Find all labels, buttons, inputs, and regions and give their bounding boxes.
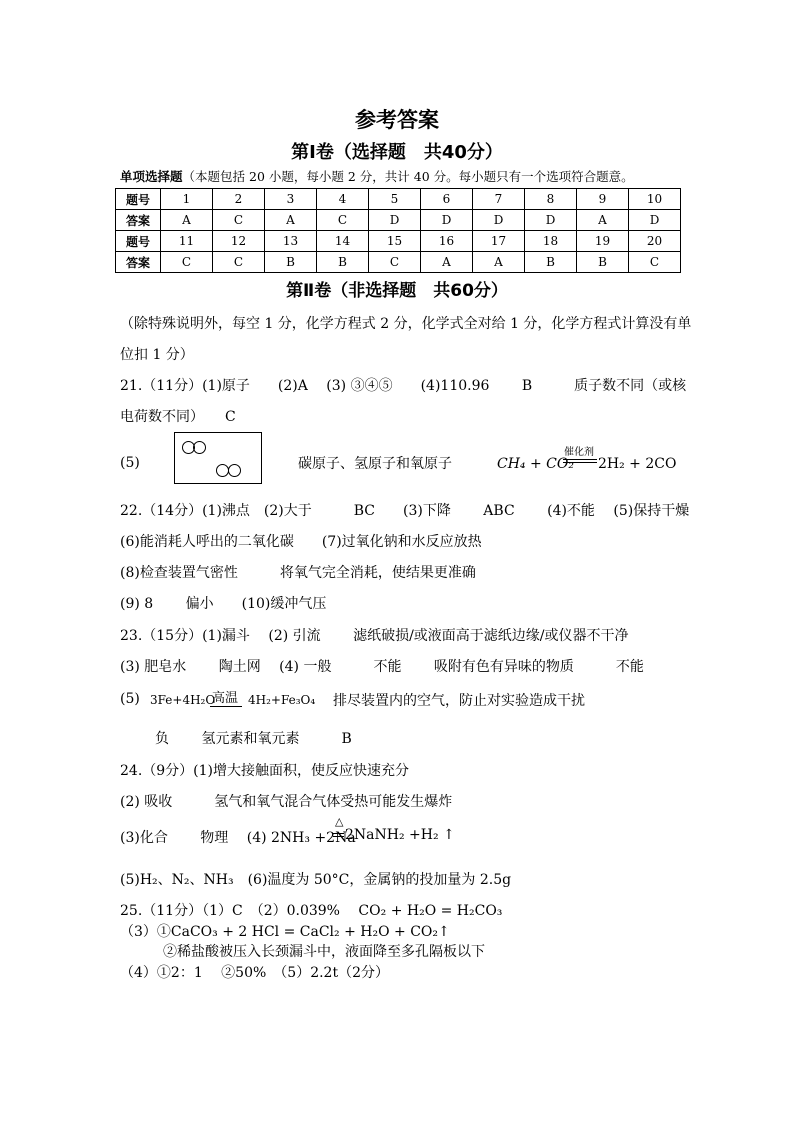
table-cell: A (265, 210, 317, 231)
table-cell: 19 (577, 231, 629, 252)
atoms-answer: 碳原子、氢原子和氧原子 (298, 456, 452, 472)
section-1-heading: 第Ⅰ卷（选择题 共40分） (291, 142, 503, 163)
table-cell: 17 (473, 231, 525, 252)
choice-text: （本题包括 20 小题，每小题 2 分，共计 40 分。每小题只有一个选项符合题意。 (182, 169, 634, 184)
row-label: 答案 (116, 210, 161, 231)
table-cell: 2 (213, 189, 265, 210)
q23-line1: 23.（15分）(1)漏斗 (2) 引流 滤纸破损/或液面高于滤纸边缘/或仪器不干净 (120, 628, 629, 644)
q23-line2: (3) 肥皂水 陶土网 (4) 一般 不能 吸附有色有异味的物质 不能 (120, 659, 644, 675)
table-cell: A (473, 252, 525, 273)
row-label: 题号 (116, 231, 161, 252)
table-cell: 14 (317, 231, 369, 252)
q23-equation-left: 3Fe+4H₂O (150, 693, 216, 707)
table-cell: A (161, 210, 213, 231)
table-cell: A (577, 210, 629, 231)
table-cell: 10 (629, 189, 681, 210)
scoring-note-2: 位扣 1 分） (120, 347, 194, 363)
q24-line3-a: (3)化合 物理 (4) 2NH₃ +2Na (120, 830, 356, 846)
table-cell: 5 (369, 189, 421, 210)
scoring-note-1: （除特殊说明外，每空 1 分，化学方程式 2 分，化学式全对给 1 分，化学方程式计算没有单 (120, 316, 692, 332)
table-cell: 3 (265, 189, 317, 210)
table-cell: D (629, 210, 681, 231)
q23-line4: 负 氢元素和氧元素 B (155, 731, 352, 747)
table-cell: C (161, 252, 213, 273)
equation-bar (210, 706, 242, 707)
table-cell: B (577, 252, 629, 273)
equation-bar (333, 833, 344, 834)
q22-line4: (9) 8 偏小 (10)缓冲气压 (120, 596, 327, 612)
heat-condition: △ (335, 815, 344, 828)
table-cell: 16 (421, 231, 473, 252)
answer-table (115, 188, 681, 273)
equation-right: 2H₂ + 2CO (598, 456, 677, 472)
q24-line3-b: 2NaNH₂ +H₂ ↑ (345, 827, 455, 843)
table-row (116, 252, 681, 273)
molecule-diagram-box (174, 432, 262, 484)
table-row (116, 189, 681, 210)
table-cell: D (525, 210, 577, 231)
page-title: 参考答案 (355, 108, 439, 132)
table-cell: 13 (265, 231, 317, 252)
q21-part5-label: (5) (120, 455, 140, 471)
q21-line2: 电荷数不同） C (120, 409, 236, 425)
table-cell: 11 (161, 231, 213, 252)
row-label: 答案 (116, 252, 161, 273)
table-cell: C (213, 210, 265, 231)
q24-line4: (5)H₂、N₂、NH₃ (6)温度为 50°C，金属钠的投加量为 2.5g (120, 872, 512, 888)
q23-equation-note: 排尽装置内的空气，防止对实验造成干扰 (333, 693, 585, 709)
table-cell: 8 (525, 189, 577, 210)
table-cell: D (369, 210, 421, 231)
table-cell: C (629, 252, 681, 273)
equation-bar (563, 462, 597, 463)
table-cell: 18 (525, 231, 577, 252)
equation-bar (563, 459, 597, 460)
table-cell: 6 (421, 189, 473, 210)
catalyst-condition: 催化剂 (564, 447, 594, 458)
table-cell: 12 (213, 231, 265, 252)
atom-circle (228, 464, 241, 477)
table-cell: C (369, 252, 421, 273)
table-row (116, 231, 681, 252)
table-cell: 20 (629, 231, 681, 252)
q21-line1: 21.（11分）(1)原子 (2)A (3) ③④⑤ (4)110.96 B 质子数不同（或核 (120, 378, 687, 394)
table-cell: A (421, 252, 473, 273)
q22-line3: (8)检查装置气密性 将氧气完全消耗，使结果更准确 (120, 565, 476, 581)
table-cell: C (317, 210, 369, 231)
equation-left: CH₄ + CO₂ (497, 456, 574, 472)
q25-line4: （4）①2：1 ②50% （5）2.2t（2分） (120, 965, 389, 981)
q23-part5-label: (5) (120, 691, 140, 707)
table-cell: 15 (369, 231, 421, 252)
row-label: 题号 (116, 189, 161, 210)
table-cell: 9 (577, 189, 629, 210)
q25-line3: ②稀盐酸被压入长颈漏斗中，液面降至多孔隔板以下 (163, 944, 485, 960)
equation-bar (333, 836, 344, 837)
high-temp-condition: 高温 (212, 691, 239, 706)
atom-circle (193, 441, 206, 454)
q22-line1: 22.（14分）(1)沸点 (2)大于 BC (3)下降 ABC (4)不能 (5)保持干燥 (120, 503, 690, 519)
q24-line1: 24.（9分）(1)增大接触面积，使反应快速充分 (120, 763, 410, 779)
table-cell: C (213, 252, 265, 273)
q25-line2: （3）①CaCO₃ + 2 HCl = CaCl₂ + H₂O + CO₂↑ (120, 924, 450, 940)
table-cell: D (473, 210, 525, 231)
choice-instructions (120, 167, 634, 185)
q22-line2: (6)能消耗人呼出的二氧化碳 (7)过氧化钠和水反应放热 (120, 534, 482, 550)
choice-label: 单项选择题 (120, 169, 183, 184)
q23-equation-right: 4H₂+Fe₃O₄ (248, 693, 316, 707)
table-cell: D (421, 210, 473, 231)
table-row (116, 210, 681, 231)
q24-line2: (2) 吸收 氢气和氧气混合气体受热可能发生爆炸 (120, 794, 453, 810)
table-cell: B (317, 252, 369, 273)
table-cell: B (265, 252, 317, 273)
table-cell: 1 (161, 189, 213, 210)
table-cell: B (525, 252, 577, 273)
table-cell: 4 (317, 189, 369, 210)
section-2-heading: 第Ⅱ卷（非选择题 共60分） (286, 281, 508, 301)
q25-line1: 25.（11分）（1）C （2）0.039% CO₂ + H₂O = H₂CO₃ (120, 903, 503, 919)
table-cell: 7 (473, 189, 525, 210)
